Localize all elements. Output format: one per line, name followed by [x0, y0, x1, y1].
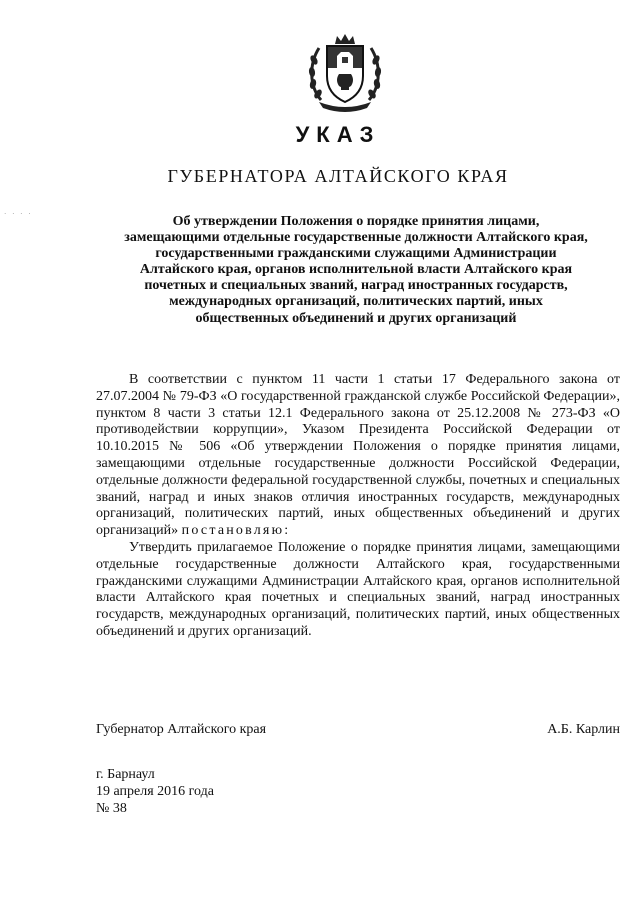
preamble-text: В соответствии с пунктом 11 части 1 статьи 17 Федерального закона от 27.07.2004 № 79-ФЗ «О государственной гражданской службе Российской Федерации», пунктом 8 части 3 статьи 12.1 Федерального закона от 25.12.2008 № 273-ФЗ «О противодействии коррупции», Указом Президента Российской Федерации от 10.10.2015 № 506 «Об утверждении Положения о порядке принятия лицами, замещающими отдельные государственные должности Российской Федерации, отдельные должности федеральной государственной службы, почетных и специальных званий, наград и иных знаков отличия иностранных государств, международных организаций, политических партий, иных общественных объединений и других организаций»: [96, 372, 620, 539]
title-line: общественных объединений и других организаций: [195, 310, 517, 326]
decree-number: № 38: [96, 801, 127, 816]
city: г. Барнаул: [96, 767, 155, 782]
margin-mark: · · · ·: [4, 210, 33, 218]
decree-date: 19 апреля 2016 года: [96, 784, 214, 799]
preamble-paragraph: [96, 372, 620, 540]
coat-of-arms-emblem: [305, 30, 385, 114]
place-date-number: [96, 766, 214, 817]
signatory-position: Губернатор Алтайского края: [96, 722, 267, 737]
title-line: Алтайского края, органов исполнительной власти Алтайского края: [139, 262, 573, 278]
title-line: почетных и специальных званий, наград иностранных государств,: [144, 278, 568, 294]
title-line: Об утверждении Положения о порядке принятия лицами,: [172, 214, 540, 229]
signatory-name: А.Б. Карлин: [547, 722, 620, 737]
title-line: государственными гражданскими служащими Администрации: [155, 246, 557, 262]
document-type-heading: УКАЗ: [295, 122, 381, 147]
operative-paragraph: Утвердить прилагаемое Положение о порядке принятия лицами, замещающими отдельные государственные должности Алтайского края, государственными гражданскими служащими Администрации Алтайского края, органов исполнительной власти Алтайского края почетных и специальных званий, наград иностранных государств, международных организаций, политических партий, иных общественных объединений и других организаций.: [96, 539, 620, 639]
issuer-heading: ГУБЕРНАТОРА АЛТАЙСКОГО КРАЯ: [167, 166, 509, 186]
decree-title: [96, 214, 616, 327]
title-line: замещающими отдельные государственные должности Алтайского края,: [124, 230, 588, 246]
decree-body: [96, 372, 620, 641]
decree-word: постановляю:: [181, 523, 291, 539]
title-line: международных организаций, политических партий, иных: [169, 294, 543, 310]
